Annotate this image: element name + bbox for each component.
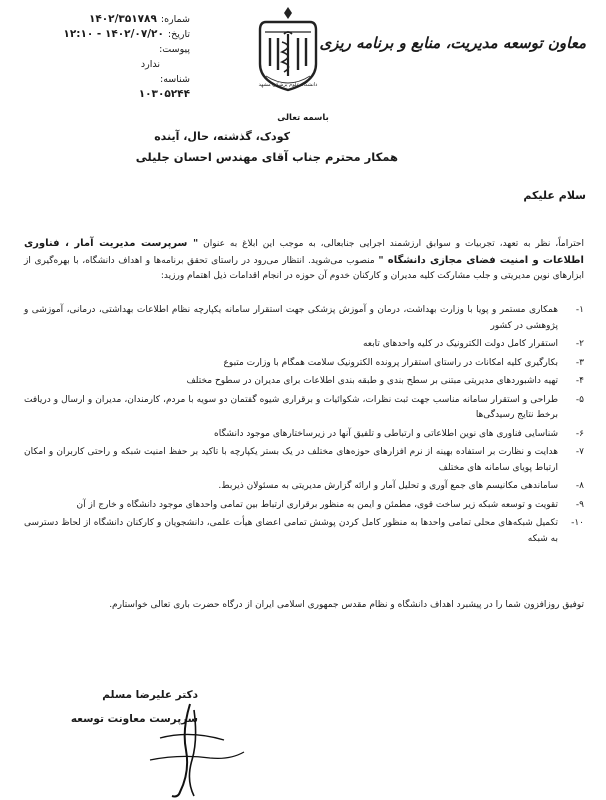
attachment-value: ندارد bbox=[140, 59, 160, 70]
signature-image bbox=[120, 700, 260, 800]
signer-title: سرپرست معاونت توسعه bbox=[70, 713, 198, 725]
number-label: شماره: bbox=[160, 14, 190, 25]
list-item: ۸- ساماندهی مکانیسم های جمع آوری و تحلیل آمار و ارائه گزارش مدیریتی به مسئولان ذیربط. bbox=[218, 481, 584, 491]
attachment-label: پیوست: bbox=[159, 44, 190, 55]
recipient-line: همکار محترم جناب آقای مهندس احسان جلیلی bbox=[135, 150, 398, 164]
letter-meta bbox=[40, 12, 190, 102]
intro-paragraph bbox=[24, 236, 584, 285]
signer-name: دکتر علیرضا مسلم bbox=[102, 689, 198, 701]
list-item: ۵- طراحی و استقرار سامانه مناسب جهت ثبت نظرات، شکوائیات و برقراری شیوه گفتمان دو سویه با مردم، کارمندان، مدیران و ارسال و دریافت برخط نتایج رسیدگی‌ها bbox=[24, 394, 584, 420]
list-item: ۶- شناسایی فناوری های نوین اطلاعاتی و ارتباطی و تلفیق آنها در زیرساختارهای موجود دانشگاه bbox=[213, 428, 584, 439]
logo-caption: دانشگاه علوم پزشکی مشهد bbox=[258, 82, 318, 88]
list-item: ۱- همکاری مستمر و پویا با وزارت بهداشت، درمان و آموزش پزشکی جهت استقرار سامانه یکپارچه نظام اطلاعات بهداشتی، درمانی، آموزشی و پژوهشی در کشور bbox=[24, 305, 584, 331]
greeting: سلام علیکم bbox=[523, 189, 586, 202]
intro-before: احتراماً، نظر به تعهد، تجربیات و سوابق ارزشمند اجرایی جنابعالی، به موجب این ابلاغ به عنوان bbox=[203, 239, 584, 249]
appointment-title: " سرپرست مدیریت آمار ، فناوری اطلاعات و امنیت فضای مجازی دانشگاه " bbox=[24, 238, 584, 266]
list-item: ۳- بکارگیری کلیه امکانات در راستای استقرار پرونده الکترونیک سلامت همگام با وزارت متبوع bbox=[223, 357, 584, 368]
bismillah: باسمه تعالی bbox=[277, 113, 329, 123]
list-item: ۷- هدایت و نظارت بر استفاده بهینه از نرم افزارهای حوزه‌های مختلف در یک بستر یکپارچه با تاکید بر حفظ امنیت شبکه و راحتی کاربران و امکان ارتباط پویای سامانه های مختلف bbox=[24, 447, 584, 473]
closing-paragraph: توفیق روزافزون شما را در پیشبرد اهداف دانشگاه و نظام مقدس جمهوری اسلامی ایران از درگاه حضرت باری تعالی خواستارم. bbox=[109, 600, 584, 610]
letter-date: ۱۴۰۲/۰۷/۲۰ - ۱۲:۱۰ bbox=[63, 28, 164, 40]
letter-id: ۱۰۳۰۵۲۴۴ bbox=[138, 88, 190, 100]
list-item: ۹- تقویت و توسعه شبکه زیر ساخت قوی، مطمئن و ایمن به منظور برقراری ارتباط بین تمامی واحدهای موجود دانشگاه و خارج از آن bbox=[76, 499, 584, 510]
list-item: ۲- استقرار کامل دولت الکترونیک در کلیه واحدهای تابعه bbox=[362, 339, 584, 349]
letter-number: ۱۴۰۲/۳۵۱۷۸۹ bbox=[88, 13, 157, 25]
intro-after: منصوب می‌شوید. انتظار می‌رود در راستای تحقق برنامه‌ها و اهداف دانشگاه، با بهره‌گیری از ابزارهای نوین مدیریتی و جلب مشارکت کلیه مدیران و کارکنان خدوم آن حوزه در انجام اقدامات ذیل اهتمام ورزید: bbox=[24, 255, 584, 281]
duties-list bbox=[24, 303, 584, 550]
id-label: شناسه: bbox=[160, 74, 190, 85]
list-item: ۱۰- تکمیل شبکه‌های محلی تمامی واحدها به منظور کامل کردن پوشش تمامی اعضای هیأت علمی، دانشجویان و کارکنان دانشگاه از لحاظ دسترسی به شبکه bbox=[24, 518, 584, 544]
year-slogan: کودک، گذشته، حال، آینده bbox=[154, 130, 290, 143]
date-label: تاریخ: bbox=[167, 29, 190, 40]
list-item: ۴- تهیه داشبوردهای مدیریتی مبتنی بر سطح بندی و طبقه بندی اطلاعات برای مدیران در سطوح مختلف bbox=[186, 376, 584, 386]
department-title: معاون توسعه مدیریت، منابع و برنامه ریزی bbox=[319, 34, 586, 52]
university-logo bbox=[254, 4, 322, 92]
